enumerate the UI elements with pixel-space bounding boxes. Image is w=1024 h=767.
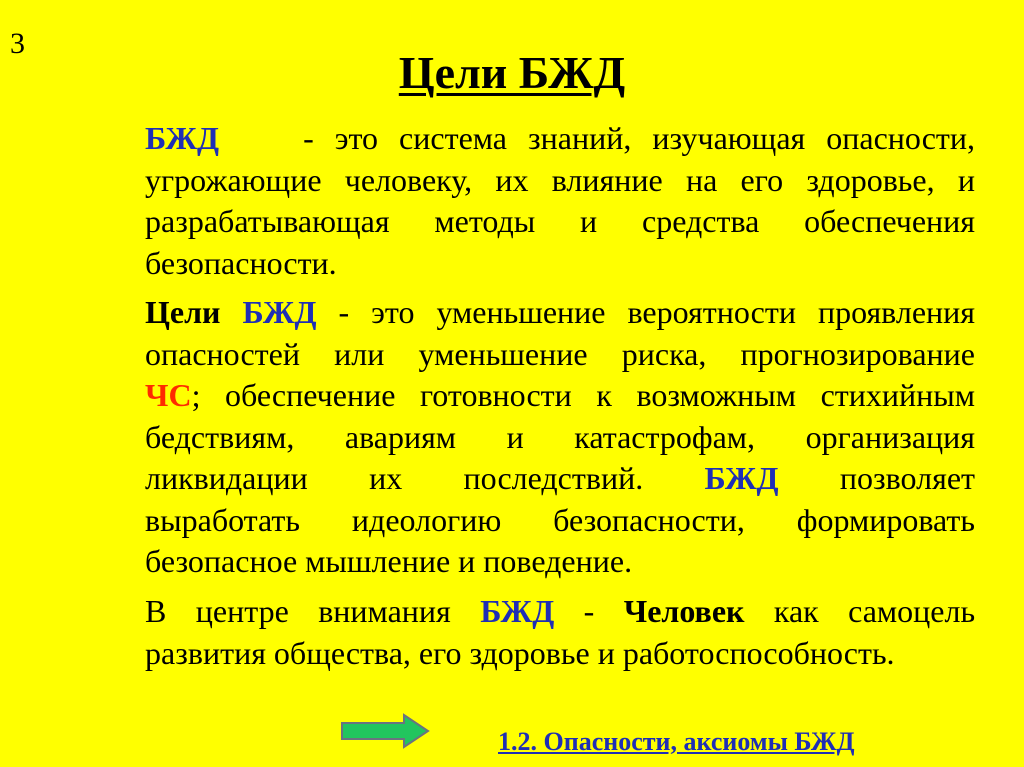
focus-line-1 xyxy=(145,591,975,633)
goals-line-3-text: ; обеспечение готовности к возможным стихийным xyxy=(191,377,975,413)
goals-line-1-text: - это уменьшение вероятности проявления xyxy=(338,294,976,330)
goals-line-5-end: позволяет xyxy=(839,460,975,496)
definition-line-1 xyxy=(145,118,975,160)
cs-abbreviation: ЧС xyxy=(145,377,192,413)
goals-line-6: выработать идеологию безопасности, формировать xyxy=(145,501,975,538)
definition-line-4: безопасности. xyxy=(145,244,337,281)
slide-title: Цели БЖД xyxy=(398,47,626,98)
next-topic-link[interactable]: 1.2. Опасности, аксиомы БЖД xyxy=(498,727,855,756)
definition-paragraph xyxy=(145,118,975,284)
human-word: Человек xyxy=(623,593,745,629)
focus-line-1-end: как самоцель xyxy=(773,593,976,629)
term-bzhd: БЖД xyxy=(242,294,317,330)
term-bzhd: БЖД xyxy=(480,593,555,629)
goals-line-4: бедствиям, авариям и катастрофам, организация xyxy=(145,418,975,455)
definition-line-2: угрожающие человеку, их влияние на его здоровье, и xyxy=(145,161,975,198)
focus-paragraph xyxy=(145,591,975,674)
focus-dash: - xyxy=(583,593,595,629)
goals-line-5-start: ликвидации их последствий. xyxy=(145,460,644,496)
goals-line-1 xyxy=(145,292,975,334)
focus-line-1-start: В центре внимания xyxy=(145,593,451,629)
goals-line-7: безопасное мышление и поведение. xyxy=(145,543,633,579)
term-bzhd: БЖД xyxy=(704,460,779,496)
focus-line-2: развития общества, его здоровье и работоспособность. xyxy=(145,634,895,671)
right-arrow-icon[interactable] xyxy=(340,713,430,749)
term-bzhd: БЖД xyxy=(145,120,220,156)
slide-number: 3 xyxy=(10,27,25,60)
definition-line-3: разрабатывающая методы и средства обеспечения xyxy=(145,203,975,239)
goals-lead-word: Цели xyxy=(145,294,221,330)
goals-paragraph xyxy=(145,292,975,583)
definition-line-1-text: - это система знаний, изучающая опасности, xyxy=(303,120,976,156)
goals-line-3 xyxy=(145,375,975,417)
goals-line-5 xyxy=(145,458,975,500)
goals-line-2: опасностей или уменьшение риска, прогнозирование xyxy=(145,335,975,372)
